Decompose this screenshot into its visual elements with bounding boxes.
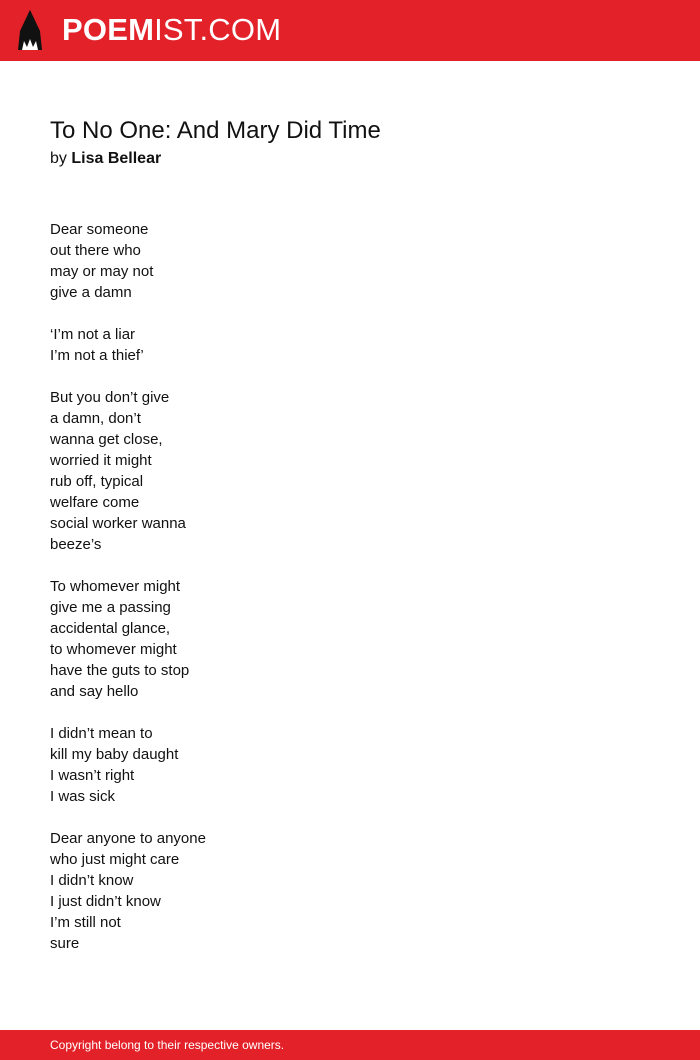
stanza-break: [50, 702, 650, 723]
stanza-break: [50, 366, 650, 387]
by-label: by: [50, 150, 67, 167]
poem-line: I didn’t mean to: [50, 725, 153, 742]
poem-line: may or may not: [50, 263, 154, 280]
pencil-icon[interactable]: [16, 9, 44, 51]
site-footer: [0, 1030, 700, 1060]
poem-line: Dear someone: [50, 221, 149, 238]
poem-line: sure: [50, 935, 80, 952]
logo-text-bold: POEM: [62, 12, 155, 47]
poem-line: beeze’s: [50, 536, 102, 553]
logo-text-light: IST.COM: [154, 12, 282, 47]
poem-line: I just didn’t know: [50, 893, 161, 910]
poem-line: social worker wanna: [50, 515, 186, 532]
byline: [50, 149, 161, 169]
poem-line: I was sick: [50, 788, 116, 805]
poem-body: [50, 219, 650, 954]
poem-line: who just might care: [50, 851, 180, 868]
copyright-notice: Copyright belong to their respective owners.: [50, 1038, 285, 1052]
poem-line: to whomever might: [50, 641, 177, 658]
poem-line: To whomever might: [50, 578, 181, 595]
site-header: [0, 0, 700, 61]
poem-line: give me a passing: [50, 599, 171, 616]
poem-line: Dear anyone to anyone: [50, 830, 206, 847]
poem-line: worried it might: [50, 452, 152, 469]
poem-line: and say hello: [50, 683, 139, 700]
stanza-break: [50, 555, 650, 576]
site-logo[interactable]: [62, 12, 281, 48]
poem-line: wanna get close,: [50, 431, 163, 448]
poem-line: I wasn’t right: [50, 767, 135, 784]
stanza-break: [50, 807, 650, 828]
poem-line: I’m not a thief’: [50, 347, 144, 364]
stanza-break: [50, 303, 650, 324]
poem-title: To No One: And Mary Did Time: [50, 117, 381, 144]
poem-line: I’m still not: [50, 914, 121, 931]
poem-line: ‘I’m not a liar: [50, 326, 136, 343]
author-name: Lisa Bellear: [71, 150, 162, 167]
poem-line: give a damn: [50, 284, 132, 301]
poem-line: welfare come: [50, 494, 140, 511]
poem-line: I didn’t know: [50, 872, 134, 889]
poem-line: accidental glance,: [50, 620, 171, 637]
poem-line: But you don’t give: [50, 389, 170, 406]
poem-line: rub off, typical: [50, 473, 144, 490]
poem-line: a damn, don’t: [50, 410, 141, 427]
poem-line: out there who: [50, 242, 141, 259]
poem-line: have the guts to stop: [50, 662, 190, 679]
poem-line: kill my baby daught: [50, 746, 179, 763]
